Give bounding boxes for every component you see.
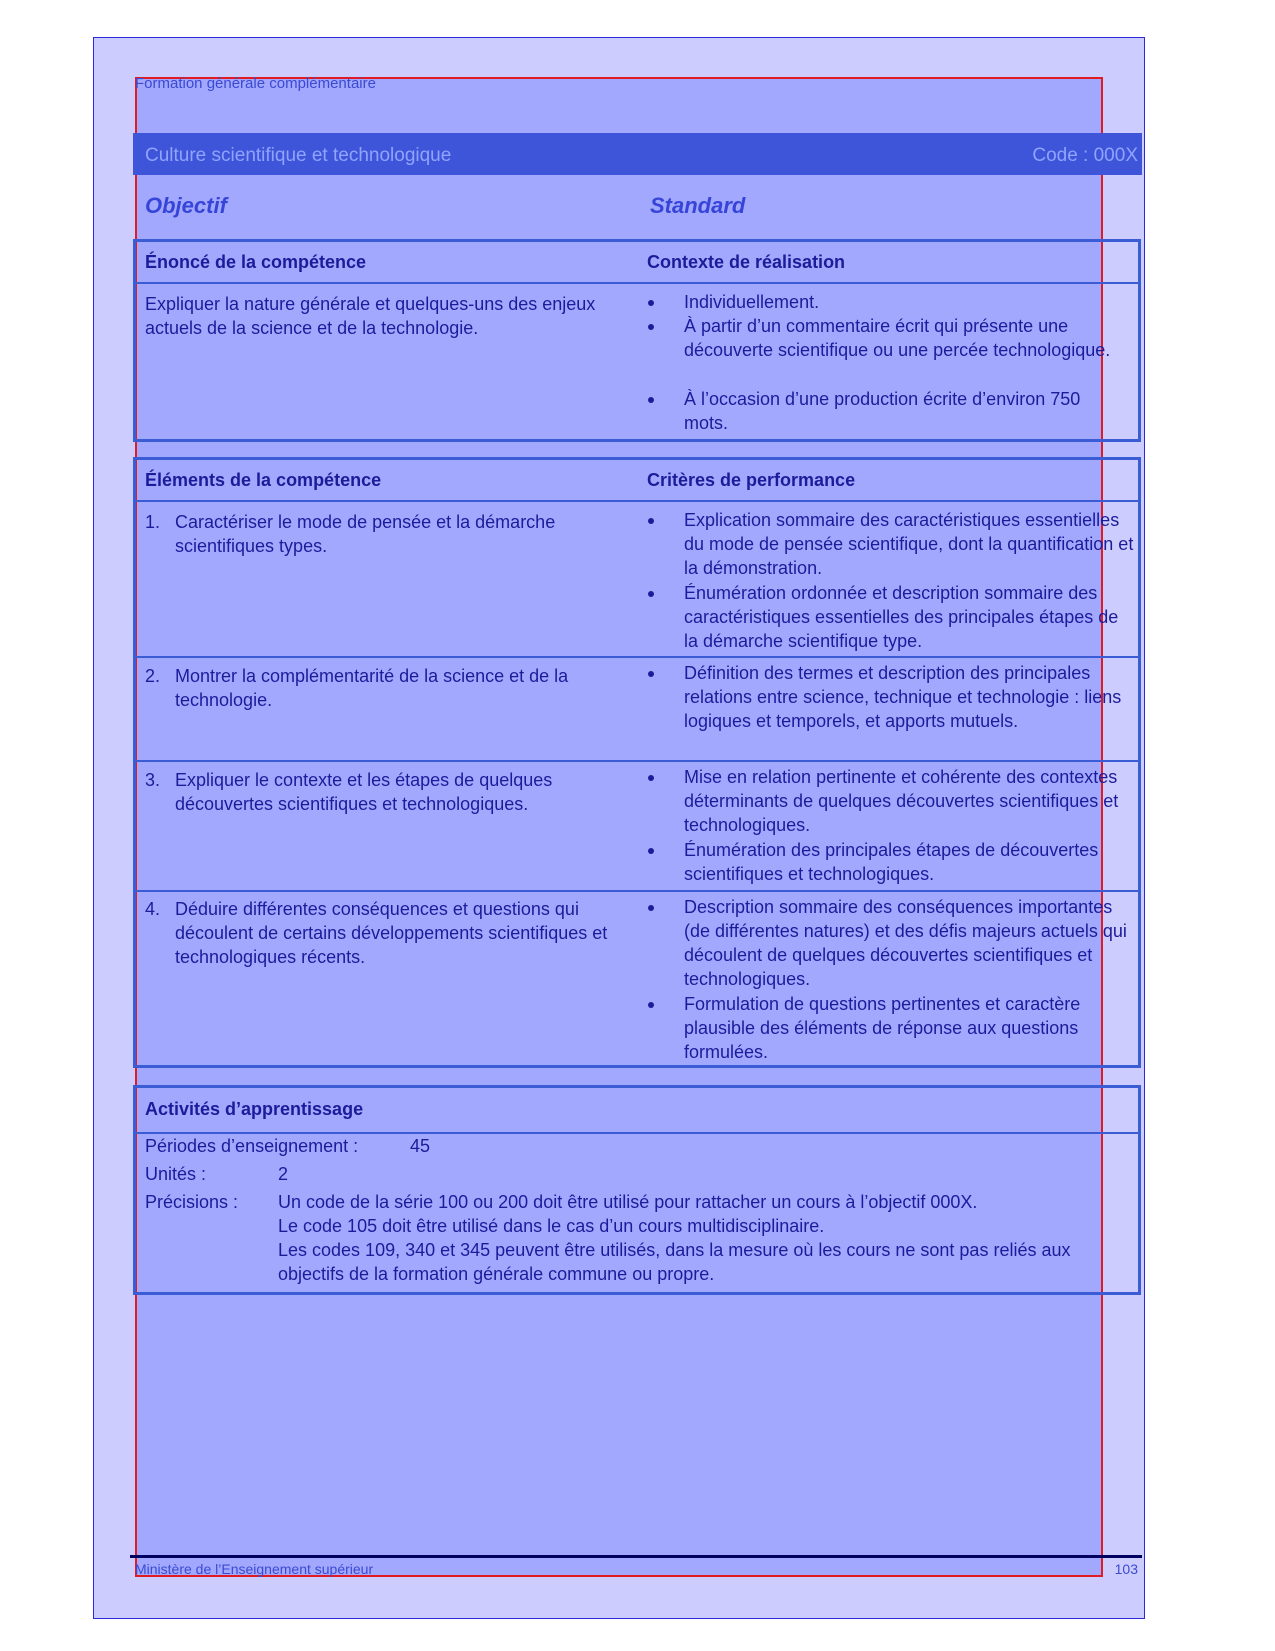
bullet-icon xyxy=(648,775,654,781)
periods-value: 45 xyxy=(410,1136,431,1156)
element-text: Caractériser le mode de pensée et la démarche scientifiques types. xyxy=(175,512,556,556)
bullet-icon xyxy=(648,300,654,306)
footer-ministry: Ministère de l’Enseignement supérieur xyxy=(135,1561,374,1577)
bullet-icon xyxy=(648,518,654,524)
row-divider xyxy=(136,890,1138,892)
element-number: 1. xyxy=(145,512,161,532)
element-text: Expliquer le contexte et les étapes de quelques découvertes scientifiques et technologiques. xyxy=(175,770,553,814)
context-item: À l’occasion d’une production écrite d’environ 750 mots. xyxy=(684,389,1081,433)
precision-item: Un code de la série 100 ou 200 doit être utilisé pour rattacher un cours à l’objectif 000X. xyxy=(278,1192,978,1212)
context-header: Contexte de réalisation xyxy=(647,252,846,272)
context-item: Individuellement. xyxy=(684,292,820,312)
criterion-item: Mise en relation pertinente et cohérente des contextes déterminants de quelques découvertes scientifiques et technologiques. xyxy=(684,767,1119,835)
bullet-icon xyxy=(648,324,654,330)
context-item: À partir d’un commentaire écrit qui présente une découverte scientifique ou une percée technologique. xyxy=(684,316,1111,360)
objective-heading: Objectif xyxy=(145,193,227,218)
footer-rule xyxy=(130,1555,1142,1558)
criterion-item: Explication sommaire des caractéristiques essentielles du mode de pensée scientifique, dont la quantification et la démonstration. xyxy=(684,510,1134,578)
criterion-item: Formulation de questions pertinentes et caractère plausible des éléments de réponse aux questions formulées. xyxy=(684,994,1081,1062)
element-text: Déduire différentes conséquences et questions qui découlent de certains développements scientifiques et technologiques récents. xyxy=(175,899,608,967)
criterion-item: Énumération ordonnée et description sommaire des caractéristiques essentielles des principales étapes de la démarche scientifique type. xyxy=(684,583,1119,651)
precisions-label: Précisions : xyxy=(145,1192,239,1212)
banner-title: Culture scientifique et technologique xyxy=(145,145,452,166)
row-divider xyxy=(136,760,1138,762)
criterion-item: Description sommaire des conséquences importantes (de différentes natures) et des défis majeurs actuels qui découlent de quelques découvertes scientifiques et technologiques. xyxy=(684,897,1127,989)
standard-heading: Standard xyxy=(650,193,746,218)
row-divider xyxy=(136,656,1138,658)
banner-code: Code : 000X xyxy=(1032,145,1138,166)
element-number: 3. xyxy=(145,770,161,790)
competence-statement-header: Énoncé de la compétence xyxy=(145,252,367,272)
elements-header: Éléments de la compétence xyxy=(145,470,382,490)
criteria-header: Critères de performance xyxy=(647,470,856,490)
units-value: 2 xyxy=(278,1164,289,1184)
element-number: 2. xyxy=(145,666,161,686)
bullet-icon xyxy=(648,905,654,911)
criterion-item: Énumération des principales étapes de découvertes scientifiques et technologiques. xyxy=(684,840,1099,884)
bullet-icon xyxy=(648,1002,654,1008)
precision-item: Les codes 109, 340 et 345 peuvent être utilisés, dans la mesure où les cours ne sont pas reliés aux objectifs de la formation générale commune ou propre. xyxy=(278,1240,1071,1284)
bullet-icon xyxy=(648,848,654,854)
competence-statement: Expliquer la nature générale et quelques-uns des enjeux actuels de la science et de la technologie. xyxy=(145,294,596,338)
periods-label: Périodes d’enseignement : xyxy=(145,1136,359,1156)
element-text: Montrer la complémentarité de la science et de la technologie. xyxy=(175,666,569,710)
precision-item: Le code 105 doit être utilisé dans le cas d’un cours multidisciplinaire. xyxy=(278,1216,825,1236)
bullet-icon xyxy=(648,397,654,403)
units-label: Unités : xyxy=(145,1164,207,1184)
bullet-icon xyxy=(648,591,654,597)
activities-header: Activités d’apprentissage xyxy=(145,1099,364,1119)
criterion-item: Définition des termes et description des principales relations entre science, technique et technologie : liens logiques et temporels, et apports mutuels. xyxy=(684,663,1122,731)
element-number: 4. xyxy=(145,899,161,919)
page-number: 103 xyxy=(1114,1561,1138,1577)
bullet-icon xyxy=(648,671,654,677)
document-header-label: Formation générale complémentaire xyxy=(135,75,376,92)
